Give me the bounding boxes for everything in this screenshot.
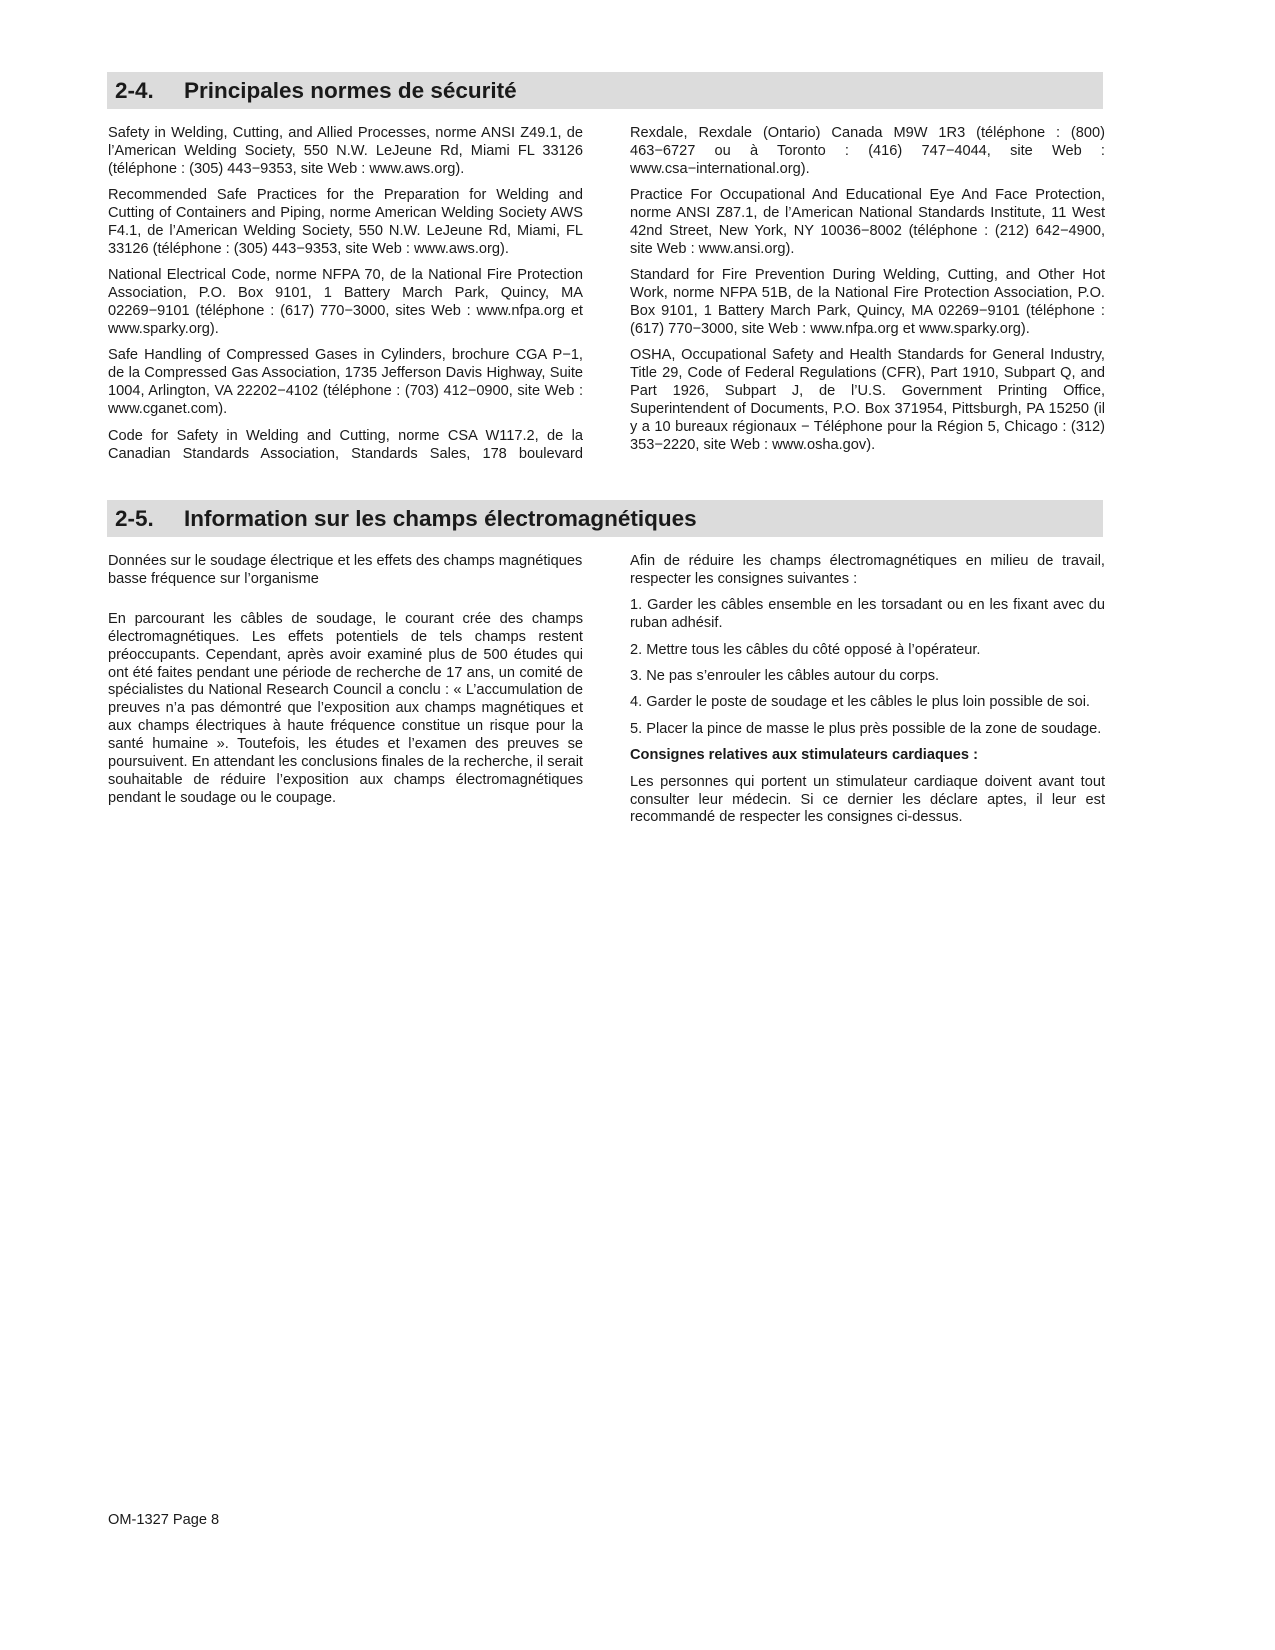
paragraph: Afin de réduire les champs électromagnétiques en milieu de travail, respecter les consignes suivantes :: [630, 553, 1105, 587]
paragraph: OSHA, Occupational Safety and Health Standards for General Industry, Title 29, Code of Federal Regulations (CFR), Part 1910, Subpart Q, and Part 1926, Subpart J, de l’U.S. Government Printing Office, Superintendent of Documents, P.O. Box 371954, Pittsburgh, PA 15250 (il y a 10 bureaux régionaux − Téléphone pour la Région 5, Chicago : (312) 353−2220, site Web : www.osha.gov).: [630, 347, 1105, 453]
list-item: 3. Ne pas s’enrouler les câbles autour du corps.: [630, 668, 940, 685]
section-2-5-right-column: [630, 553, 1105, 836]
page-footer: OM-1327 Page 8: [108, 1512, 220, 1528]
list-item: 2. Mettre tous les câbles du côté opposé à l’opérateur.: [630, 641, 981, 658]
section-heading-2-4: [107, 72, 1103, 109]
paragraph: Code for Safety in Welding and Cutting, norme CSA W117.2, de la Canadian Standards Association, Standards Sales, 178 boulevard: [108, 427, 583, 462]
paragraph: Données sur le soudage électrique et les effets des champs magnétiques basse fréquence sur l’organisme: [108, 553, 583, 587]
section-title: Principales normes de sécurité: [184, 77, 517, 103]
section-2-5-left-column: [108, 553, 583, 816]
section-number: 2-5.: [115, 505, 154, 531]
paragraph: Safe Handling of Compressed Gases in Cylinders, brochure CGA P−1, de la Compressed Gas Association, 1735 Jefferson Davis Highway, Suite 1004, Arlington, VA 22202−4102 (téléphone : (703) 412−0900, site Web : www.cganet.com).: [108, 347, 583, 418]
paragraph: Recommended Safe Practices for the Preparation for Welding and Cutting of Containers and Piping, norme American Welding Society AWS F4.1, de l’American Welding Society, 550 N.W. LeJeune Rd, Miami, FL 33126 (téléphone : (305) 443−9353, site Web : www.aws.org).: [108, 187, 583, 257]
section-2-4-right-column: [630, 125, 1105, 463]
paragraph: Les personnes qui portent un stimulateur cardiaque doivent avant tout consulter leur médecin. Si ce dernier les déclare aptes, il leur est recommandé de respecter les consignes ci-dessus.: [630, 773, 1105, 826]
list-item: 1. Garder les câbles ensemble en les torsadant ou en les fixant avec du ruban adhésif.: [630, 597, 1105, 632]
paragraph: Safety in Welding, Cutting, and Allied Processes, norme ANSI Z49.1, de l’American Welding Society, 550 N.W. LeJeune Rd, Miami FL 33126 (téléphone : (305) 443−9353, site Web : www.aws.org).: [108, 125, 583, 177]
paragraph: Standard for Fire Prevention During Welding, Cutting, and Other Hot Work, norme NFPA 51B, de la National Fire Protection Association, P.O. Box 9101, 1 Battery March Park, Quincy, MA 02269−9101 (téléphone : (617) 770−3000, site Web : www.nfpa.org et www.sparky.org).: [630, 267, 1105, 338]
subheading: Consignes relatives aux stimulateurs cardiaques :: [630, 747, 978, 764]
paragraph: En parcourant les câbles de soudage, le courant crée des champs électromagnétiques. Les effets potentiels de tels champs restent préoccupants. Cependant, après avoir examiné plus de 500 études qui ont été faites pendant une période de recherche de 17 ans, un comité de spécialistes du National Research Council a conclu : « L’accumulation de preuves n’a pas démontré que l’exposition aux champs magnétiques et aux champs électriques à haute fréquence constitue un risque pour la santé humaine ». Toutefois, les études et l’examen des preuves se poursuivent. En attendant les conclusions finales de la recherche, il serait souhaitable de réduire l’exposition aux champs électromagnétiques pendant le soudage ou le coupage.: [108, 610, 583, 806]
section-title: Information sur les champs électromagnétiques: [184, 505, 697, 531]
list-item: 4. Garder le poste de soudage et les câbles le plus loin possible de soi.: [630, 694, 1090, 711]
section-heading-2-5: [107, 500, 1103, 537]
paragraph: Practice For Occupational And Educational Eye And Face Protection, norme ANSI Z87.1, de l’American National Standards Institute, 11 West 42nd Street, New York, NY 10036−8002 (téléphone : (212) 642−4900, site Web : www.ansi.org).: [630, 187, 1105, 257]
paragraph: National Electrical Code, norme NFPA 70, de la National Fire Protection Association, P.O. Box 9101, 1 Battery March Park, Quincy, MA 02269−9101 (téléphone : (617) 770−3000, sites Web : www.nfpa.org et www.sparky.org).: [108, 267, 583, 338]
section-number: 2-4.: [115, 77, 154, 103]
list-item: 5. Placer la pince de masse le plus près possible de la zone de soudage.: [630, 720, 1102, 737]
paragraph: Rexdale, Rexdale (Ontario) Canada M9W 1R3 (téléphone : (800) 463−6727 ou à Toronto : (416) 747−4044, site Web : www.csa−international.org).: [630, 125, 1105, 177]
section-2-4-left-column: [108, 125, 583, 472]
